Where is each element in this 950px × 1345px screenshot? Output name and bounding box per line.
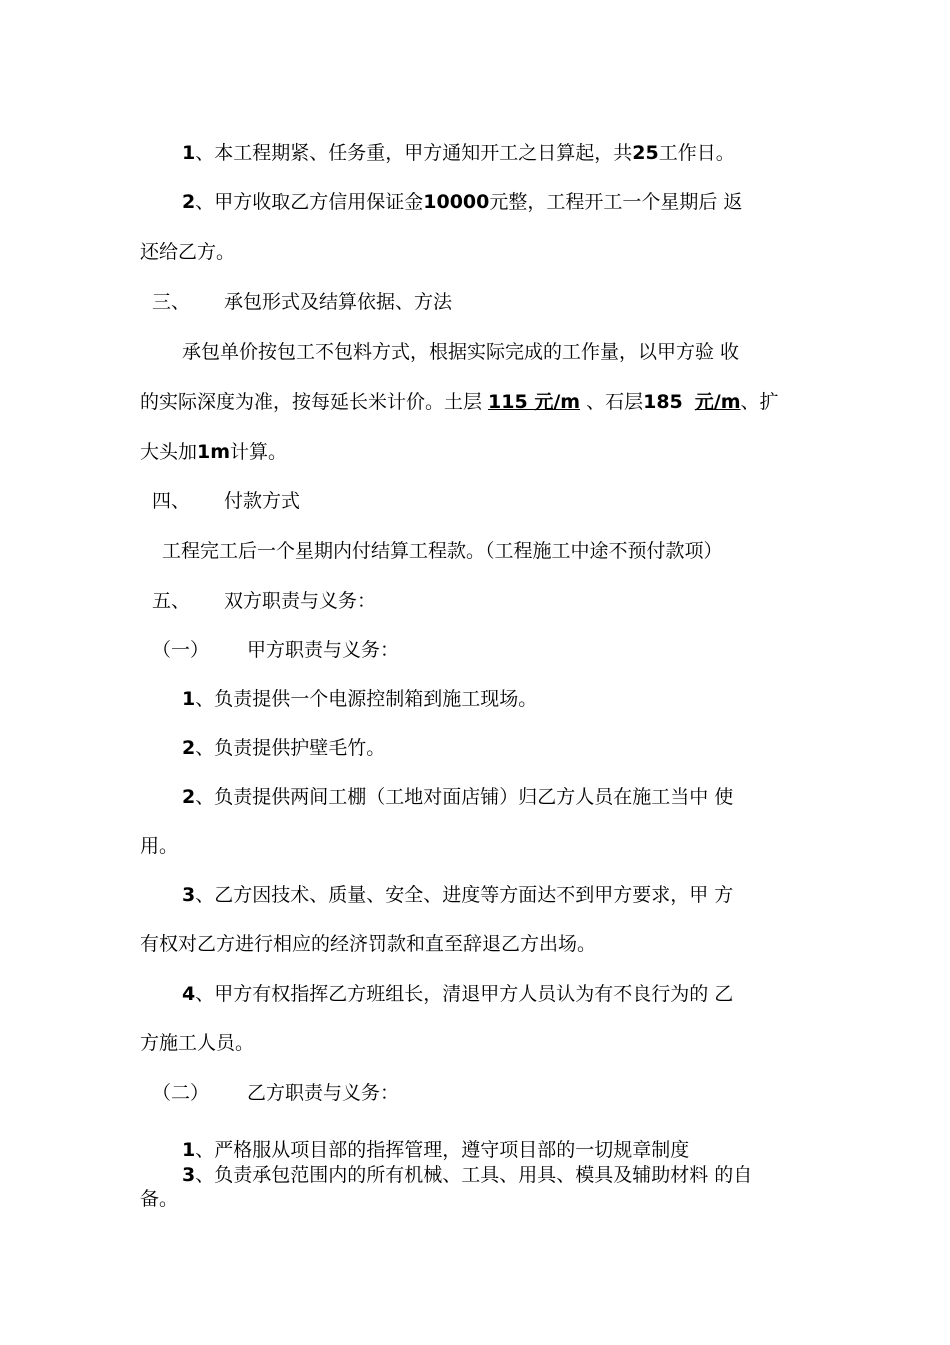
paragraph-text: 、甲方收取乙方信用保证金 [195, 191, 424, 213]
section-title: 双方职责与义务： [224, 590, 377, 612]
item-b2-cont: 备。 [140, 1188, 179, 1210]
subsection-index: （一） [152, 639, 210, 661]
paragraph-text: 、石层 [580, 391, 644, 413]
paragraph-3-line-3 [140, 440, 287, 464]
section-3-heading [152, 290, 452, 314]
item-number: 4 [182, 983, 196, 1005]
section-index: 四、 [152, 490, 191, 512]
subsection-title: 乙方职责与义务： [247, 1082, 400, 1104]
item-number: 2 [182, 191, 196, 213]
amount-value: 10000 [423, 191, 490, 213]
item-a5-cont: 方施工人员。 [140, 1032, 255, 1054]
item-text: 、负责提供两间工棚（工地对面店铺）归乙方人员在施工当中 使 [195, 786, 734, 808]
subsection-index: （二） [152, 1082, 210, 1104]
days-value: 25 [632, 142, 659, 164]
subsection-title: 甲方职责与义务： [247, 639, 400, 661]
paragraph-text: 元整，工程开工一个星期后 返 [489, 191, 743, 213]
paragraph-4: 工程完工后一个星期内付结算工程款。（工程施工中途不预付款项） [162, 540, 723, 562]
item-number: 2 [182, 786, 196, 808]
item-text: 、负责提供一个电源控制箱到施工现场。 [195, 688, 538, 710]
item-a5 [182, 982, 733, 1006]
item-number: 1 [182, 1139, 196, 1161]
paragraph-text: 工作日。 [658, 142, 735, 164]
section-5-heading [152, 589, 376, 613]
item-number: 3 [182, 884, 196, 906]
paragraph-3-line-2 [140, 390, 779, 414]
item-text: 、乙方因技术、质量、安全、进度等方面达不到甲方要求，甲 方 [195, 884, 734, 906]
item-a3 [182, 785, 733, 809]
paragraph-text: 的实际深度为准，按每延长米计价。土层 [140, 391, 489, 413]
subsection-1-heading [152, 638, 399, 662]
section-index: 五、 [152, 590, 191, 612]
item-text: 、严格服从项目部的指挥管理，遵守项目部的一切规章制度 [195, 1139, 690, 1161]
price-rock-unit: 元/m [694, 391, 741, 413]
item-b1 [182, 1138, 689, 1162]
item-a1 [182, 687, 537, 711]
section-title: 承包形式及结算依据、方法 [224, 291, 453, 313]
paragraph-2-cont: 还给乙方。 [140, 241, 236, 263]
paragraph-text: 、本工程期紧、任务重，甲方通知开工之日算起，共 [195, 142, 633, 164]
item-b2 [182, 1163, 752, 1187]
item-text: 、甲方有权指挥乙方班组长，清退甲方人员认为有不良行为的 乙 [195, 983, 734, 1005]
item-number: 1 [182, 142, 196, 164]
item-number: 2 [182, 737, 196, 759]
item-text: 、负责承包范围内的所有机械、工具、用具、模具及辅助材料 的自 [195, 1164, 753, 1186]
section-4-heading [152, 489, 300, 513]
section-index: 三、 [152, 291, 191, 313]
item-a3-cont: 用。 [140, 835, 179, 857]
price-soil: 115 元/m [488, 391, 581, 413]
price-rock-number: 185 [643, 391, 683, 413]
subsection-2-heading [152, 1081, 399, 1105]
paragraph-text: 计算。 [230, 441, 288, 463]
paragraph-1 [182, 141, 735, 165]
length-value: 1m [197, 441, 231, 463]
item-number: 3 [182, 1164, 196, 1186]
section-title: 付款方式 [224, 490, 301, 512]
paragraph-3-line-1: 承包单价按包工不包料方式，根据实际完成的工作量，以甲方验 收 [182, 341, 740, 363]
item-a2 [182, 736, 385, 760]
paragraph-2 [182, 190, 742, 214]
item-number: 1 [182, 688, 196, 710]
item-text: 、负责提供护壁毛竹。 [195, 737, 386, 759]
paragraph-text: 大头加 [140, 441, 198, 463]
paragraph-text: 、扩 [740, 391, 779, 413]
item-a4-cont: 有权对乙方进行相应的经济罚款和直至辞退乙方出场。 [140, 933, 597, 955]
item-a4 [182, 883, 733, 907]
